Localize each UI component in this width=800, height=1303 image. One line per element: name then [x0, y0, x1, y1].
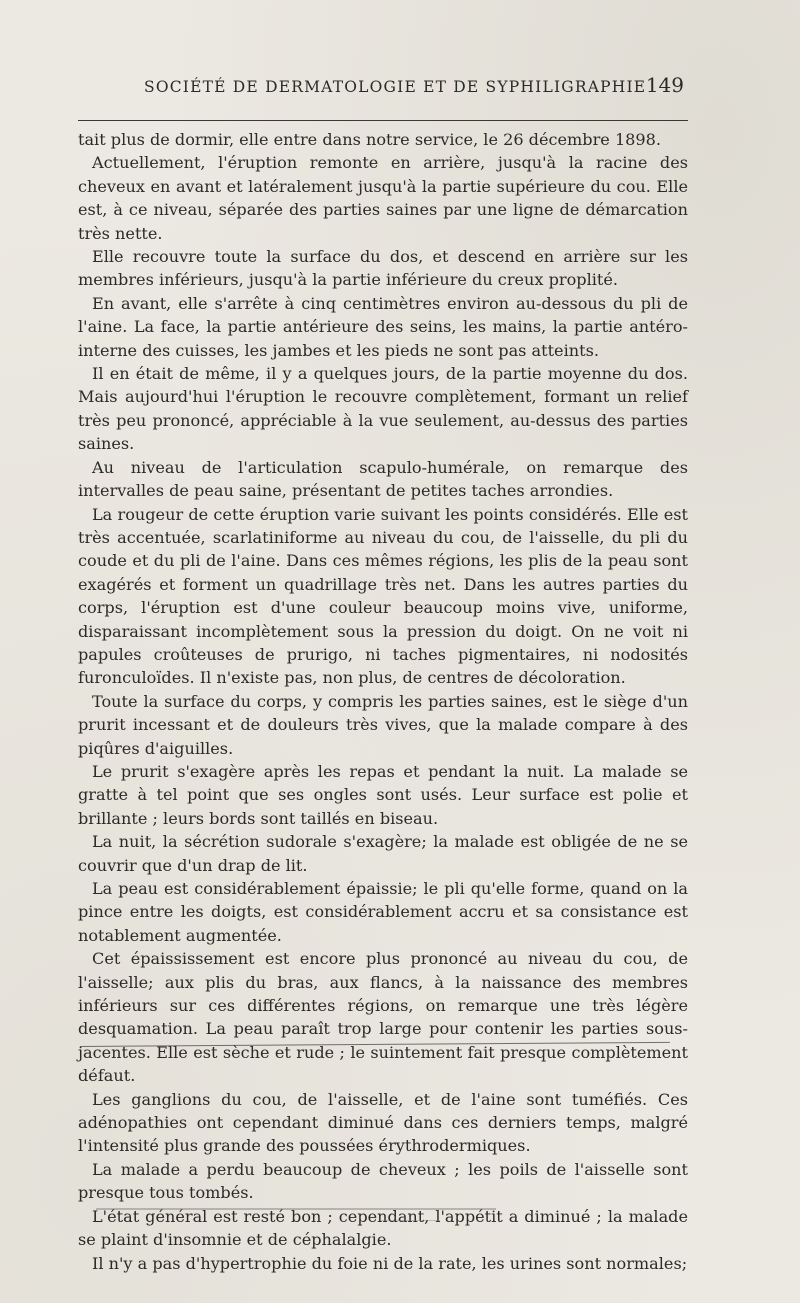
paragraph: Le prurit s'exagère après les repas et pendant la nuit. La malade se gratte à tel point que ses ongles sont usés. Leur surface est polie et brillante ; leurs bords sont taillés en biseau.: [78, 761, 688, 828]
pencil-underline: [96, 1208, 496, 1210]
paragraph: La peau est considérablement épaissie; le pli qu'elle forme, quand on la pince entre les doigts, est considérablement accru et sa consistance est notablement augmentée.: [78, 879, 688, 945]
paragraph: Il n'y a pas d'hypertrophie du foie ni de la rate, les urines sont normales;: [92, 1253, 688, 1273]
paragraph: Il en était de même, il y a quelques jours, de la partie moyenne du dos. Mais aujourd'hui l'éruption le recouvre complètement, formant un relief très peu prononcé, appréciable à la vue seulement, au-dessus des parties saines.: [78, 364, 688, 454]
pencil-mark: [380, 1220, 440, 1221]
header-rule: [78, 120, 688, 121]
paragraph: En avant, elle s'arrête à cinq centimètres environ au-dessous du pli de l'aine. La face, la partie antérieure des seins, les mains, la partie antéro-interne des cuisses, les jambes et les pieds ne sont pas atteints.: [78, 293, 688, 360]
page-header: [78, 72, 688, 98]
paragraph: L'état général est resté bon ; cependant, l'appétit a diminué ; la malade se plaint d'insomnie et de céphalalgie.: [78, 1206, 688, 1250]
running-title: SOCIÉTÉ DE DERMATOLOGIE ET DE SYPHILIGRAPHIE: [144, 78, 647, 96]
paragraph: La nuit, la sécrétion sudorale s'exagère; la malade est obligée de ne se couvrir que d'un drap de lit.: [78, 832, 688, 875]
paragraph: Toute la surface du corps, y compris les parties saines, est le siège d'un prurit incessant et de douleurs très vives, que la malade compare à des piqûres d'aiguilles.: [78, 691, 688, 758]
paragraph: Cet épaississement est encore plus prononcé au niveau du cou, de l'aisselle; aux plis du bras, aux flancs, à la naissance des membres inférieurs sur ces différentes régions, on remarque une très légère desquamation. La peau paraît trop large pour contenir les parties sous-jacentes. Elle est sèche et rude ; le suintement fait presque complètement défaut.: [78, 949, 688, 1086]
paragraph: Au niveau de l'articulation scapulo-humérale, on remarque des intervalles de peau saine, présentant de petites taches arrondies.: [78, 457, 688, 501]
paragraph: La malade a perdu beaucoup de cheveux ; les poils de l'aisselle sont presque tous tombés.: [78, 1159, 688, 1203]
paragraph: tait plus de dormir, elle entre dans notre service, le 26 décembre 1898.: [78, 130, 662, 149]
paragraph: Les ganglions du cou, de l'aisselle, et de l'aine sont tuméfiés. Ces adénopathies ont cependant diminué dans ces derniers temps, malgré l'intensité plus grande des poussées érythrodermiques.: [78, 1089, 688, 1156]
paragraph: La rougeur de cette éruption varie suivant les points considérés. Elle est très accentuée, scarlatiniforme au niveau du cou, de l'aisselle, du pli du coude et du pli de l'aine. Dans ces mêmes régions, les plis de la peau sont exagérés et forment un quadrillage très net. Dans les autres parties du corps, l'éruption est d'une couleur beaucoup moins vive, uniforme, disparaissant incomplètement sous la pression du doigt. On ne voit ni papules croûteuses de prurigo, ni taches pigmentaires, ni nodosités furonculoïdes. Il n'existe pas, non plus, de centres de décoloration.: [78, 504, 688, 688]
paragraph: Elle recouvre toute la surface du dos, et descend en arrière sur les membres inférieurs, jusqu'à la partie inférieure du creux proplité.: [78, 247, 688, 290]
page-number: 149: [645, 73, 684, 97]
paragraph: Actuellement, l'éruption remonte en arrière, jusqu'à la racine des cheveux en avant et latéralement jusqu'à la partie supérieure du cou. Elle est, à ce niveau, séparée des parties saines par une ligne de démarcation très nette.: [78, 153, 688, 243]
body-text: [78, 128, 688, 1275]
